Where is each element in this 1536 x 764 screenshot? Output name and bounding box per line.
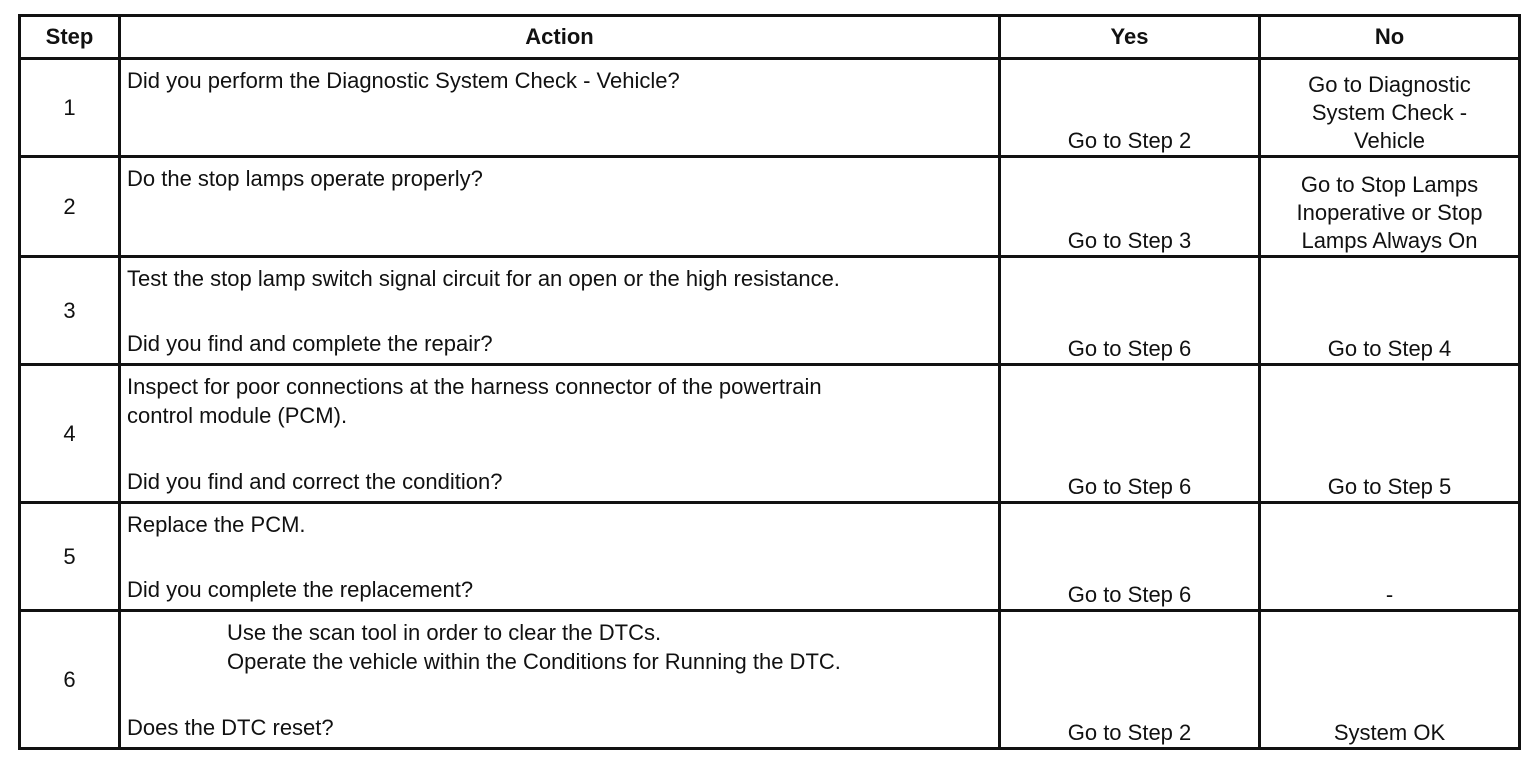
action-cell bbox=[120, 365, 1000, 503]
table-row bbox=[20, 157, 1520, 257]
no-cell: Go to Step 5 bbox=[1260, 365, 1520, 503]
yes-cell: Go to Step 6 bbox=[1000, 257, 1260, 365]
table-row bbox=[20, 257, 1520, 365]
action-text: Did you perform the Diagnostic System Check - Vehicle? bbox=[127, 68, 680, 93]
yes-cell: Go to Step 2 bbox=[1000, 59, 1260, 157]
table-row bbox=[20, 365, 1520, 503]
step-number: 5 bbox=[20, 503, 120, 611]
no-cell: Go to Diagnostic System Check - Vehicle bbox=[1260, 59, 1520, 157]
action-text: Replace the PCM. bbox=[127, 512, 306, 537]
table-row bbox=[20, 59, 1520, 157]
yes-cell: Go to Step 3 bbox=[1000, 157, 1260, 257]
yes-cell: Go to Step 6 bbox=[1000, 503, 1260, 611]
table-row bbox=[20, 503, 1520, 611]
header-action: Action bbox=[120, 16, 1000, 59]
action-text: Use the scan tool in order to clear the DTCs. Operate the vehicle within the Conditions for Running the DTC. bbox=[227, 620, 841, 674]
action-question: Did you find and complete the repair? bbox=[127, 331, 493, 356]
header-yes: Yes bbox=[1000, 16, 1260, 59]
action-text: Inspect for poor connections at the harness connector of the powertrain control module (PCM). bbox=[127, 374, 822, 428]
action-cell bbox=[120, 59, 1000, 157]
no-cell: Go to Step 4 bbox=[1260, 257, 1520, 365]
action-cell bbox=[120, 157, 1000, 257]
step-number: 2 bbox=[20, 157, 120, 257]
action-text: Test the stop lamp switch signal circuit for an open or the high resistance. bbox=[127, 266, 840, 291]
step-number: 6 bbox=[20, 611, 120, 749]
step-number: 1 bbox=[20, 59, 120, 157]
step-number: 4 bbox=[20, 365, 120, 503]
no-cell: System OK bbox=[1260, 611, 1520, 749]
diagnostic-table bbox=[18, 14, 1521, 750]
no-cell: Go to Stop Lamps Inoperative or Stop Lamps Always On bbox=[1260, 157, 1520, 257]
action-cell bbox=[120, 503, 1000, 611]
action-cell bbox=[120, 611, 1000, 749]
action-text: Do the stop lamps operate properly? bbox=[127, 166, 483, 191]
step-number: 3 bbox=[20, 257, 120, 365]
action-question: Did you complete the replacement? bbox=[127, 577, 474, 602]
header-no: No bbox=[1260, 16, 1520, 59]
header-step: Step bbox=[20, 16, 120, 59]
yes-cell: Go to Step 6 bbox=[1000, 365, 1260, 503]
action-question: Did you find and correct the condition? bbox=[127, 469, 503, 494]
table-row bbox=[20, 611, 1520, 749]
yes-cell: Go to Step 2 bbox=[1000, 611, 1260, 749]
header-row bbox=[20, 16, 1520, 59]
action-cell bbox=[120, 257, 1000, 365]
action-question: Does the DTC reset? bbox=[127, 715, 334, 740]
no-cell: - bbox=[1260, 503, 1520, 611]
